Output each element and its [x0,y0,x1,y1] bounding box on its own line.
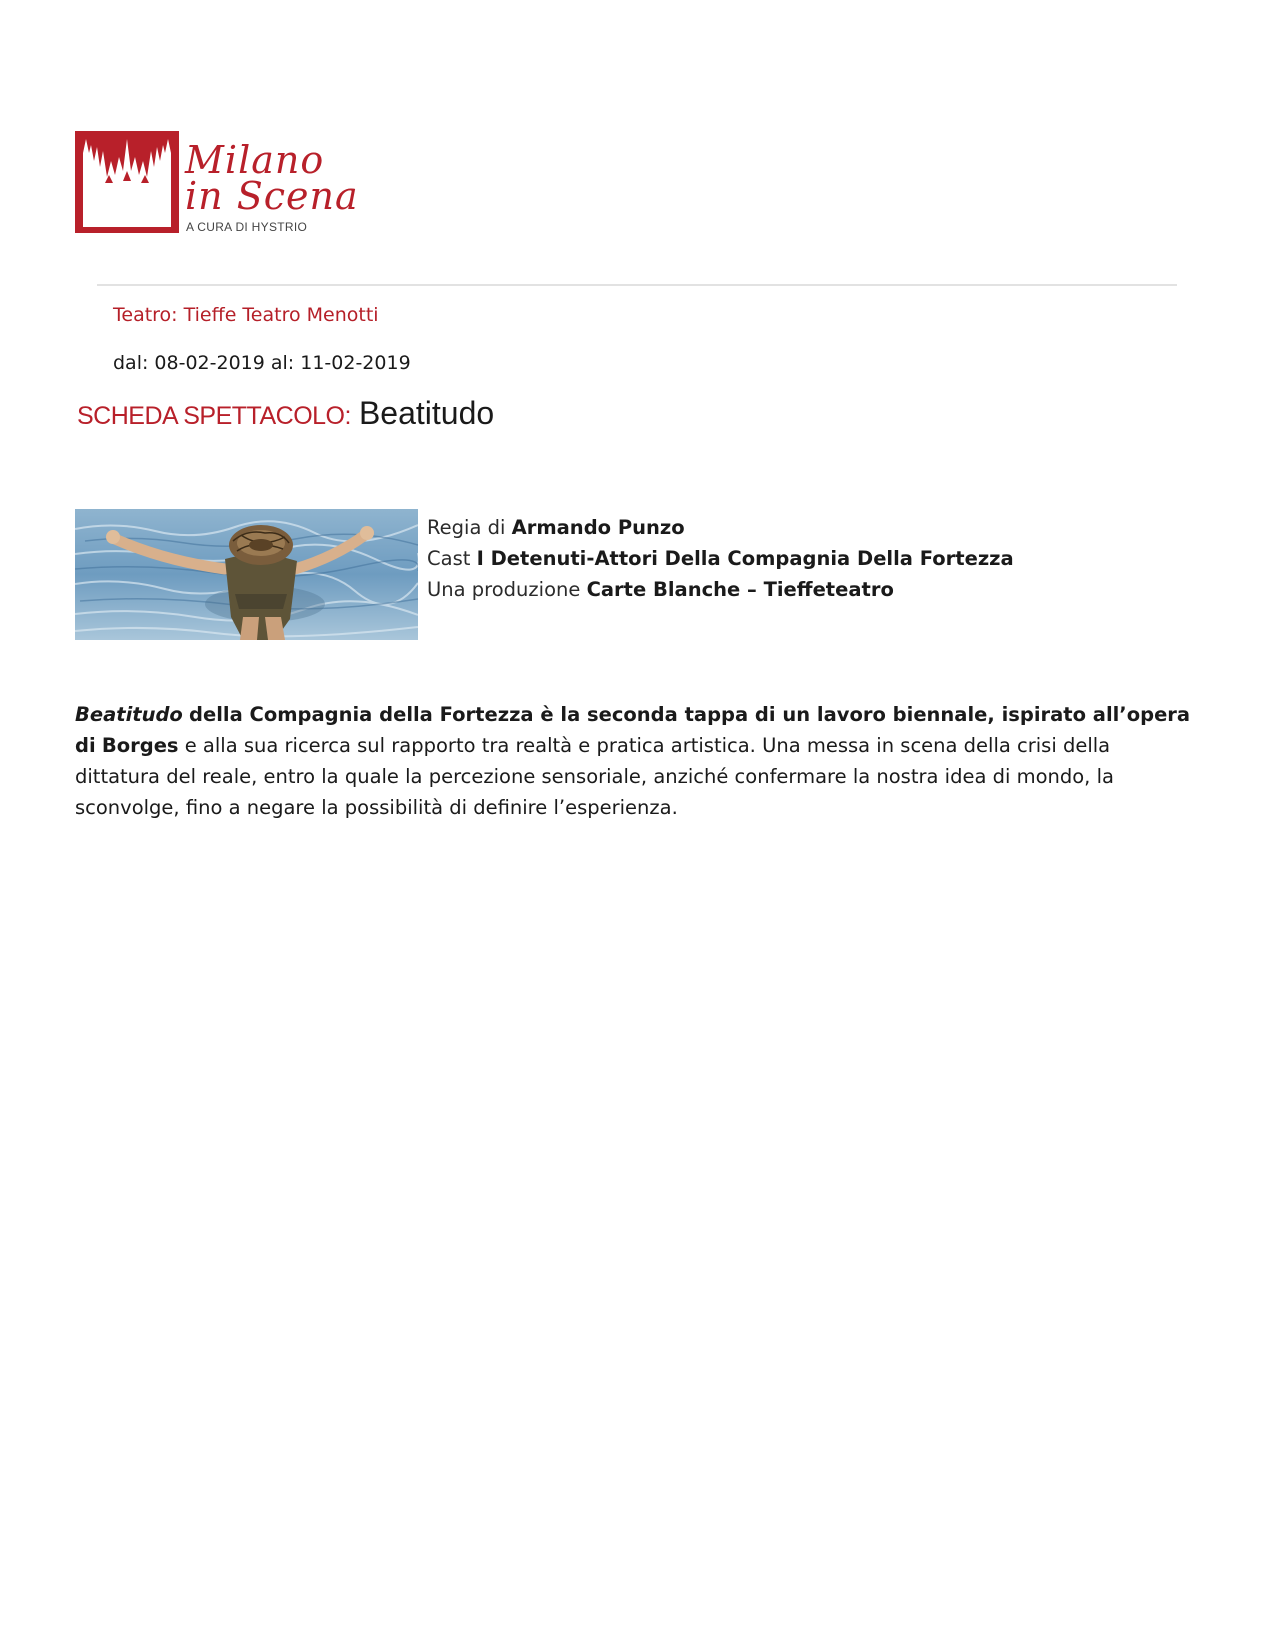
milano-in-scena-logo [75,131,359,236]
credit-value: I Detenuti-Attori Della Compagnia Della Fortezza [476,547,1014,570]
show-title: Beatitudo [358,395,495,431]
logo-text-milano: Milano [185,138,325,182]
theatre-name: Teatro: Tieffe Teatro Menotti [113,304,379,326]
credit-label: Una produzione [427,578,581,601]
credit-label: Cast [427,547,471,570]
page-title [77,395,494,432]
credit-cast [427,543,1014,574]
credit-director [427,512,1014,543]
performer-in-water-image [75,509,418,640]
description-title: Beatitudo [75,703,183,726]
credit-value: Carte Blanche – Tieffeteatro [586,578,894,601]
description-text: e alla sua ricerca sul rapporto tra realtà e pratica artistica. Una messa in scena della crisi della dittatura del reale, entro la quale la percezione sensoriale, anziché confermare la nostra idea di mondo, la sconvolge, fino a negare la possibilità di definire l’esperienza. [75,734,1114,819]
show-credits [427,512,1014,605]
credit-label: Regia di [427,516,506,539]
description-author: Borges [101,734,179,757]
show-photo [75,509,418,640]
show-description [75,699,1195,823]
title-label: SCHEDA SPETTACOLO: [77,402,351,430]
credit-production [427,574,1014,605]
logo-text-in-scena: in Scena [185,174,359,218]
credit-value: Armando Punzo [511,516,685,539]
header-divider [97,284,1177,286]
duomo-logo-icon [75,131,179,233]
show-dates: dal: 08-02-2019 al: 11-02-2019 [113,352,411,374]
logo-subtitle: A CURA DI HYSTRIO [186,220,308,234]
description-intro: della Compagnia della Fortezza è la seconda tappa di un lavoro biennale, ispirato all’opera di [75,703,1191,757]
